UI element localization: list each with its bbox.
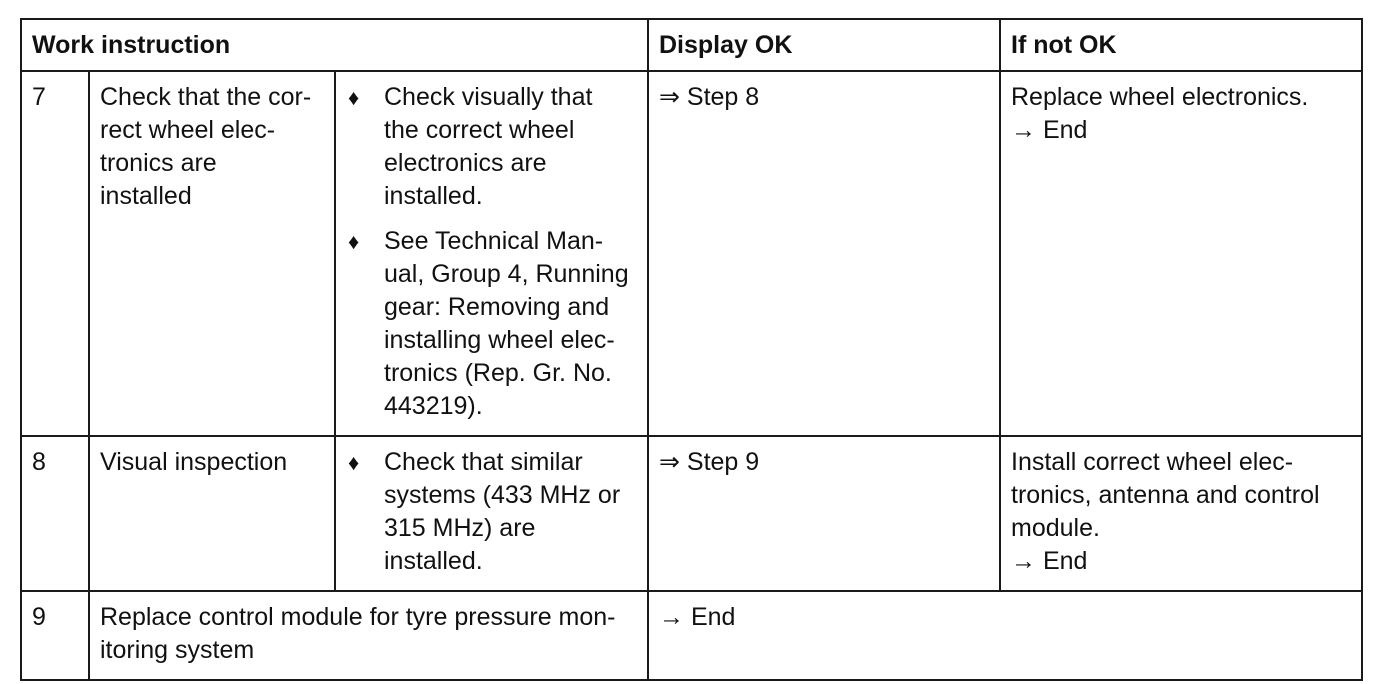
task-line: tronics are	[100, 149, 217, 177]
if-not-ok-line: Replace wheel electronics.	[1011, 83, 1309, 111]
task-line: Check that the cor-	[100, 83, 312, 111]
if-not-ok-line: → End	[1011, 547, 1088, 575]
table-header-row	[21, 19, 1362, 71]
display-ok-cell: ⇒ Step 8	[648, 71, 1000, 436]
step-number: 9	[21, 591, 89, 680]
table-row	[21, 71, 1362, 436]
if-not-ok-cell: Install correct wheel elec- tronics, antenna and control module. → End	[1000, 436, 1362, 591]
bullet-item: ♦ See Technical Man- ual, Group 4, Running gear: Removing and installing wheel elec- tronics (Rep. Gr. No. 443219).	[348, 227, 629, 420]
bullet-list	[346, 81, 637, 423]
work-instruction-table	[20, 18, 1363, 681]
header-work-instruction: Work instruction	[21, 19, 648, 71]
task-line: rect wheel elec-	[100, 116, 276, 144]
display-ok-cell: → End	[648, 591, 1362, 680]
if-not-ok-cell	[1000, 71, 1362, 436]
task-description: Replace control module for tyre pressure mon- itoring system	[89, 591, 648, 680]
if-not-ok-line: → End	[1011, 116, 1088, 144]
header-display-ok: Display OK	[648, 19, 1000, 71]
bullet-item: ♦ Check visually that the correct wheel electronics are installed.	[348, 83, 593, 210]
diamond-bullet-icon: ♦	[348, 229, 360, 254]
task-line: installed	[100, 182, 192, 210]
table-row	[21, 436, 1362, 591]
task-details	[335, 436, 648, 591]
display-ok-cell: ⇒ Step 9	[648, 436, 1000, 591]
task-description	[89, 71, 335, 436]
table-row	[21, 591, 1362, 680]
step-number: 7	[21, 71, 89, 436]
task-description: Visual inspection	[89, 436, 335, 591]
task-details	[335, 71, 648, 436]
diamond-bullet-icon: ♦	[348, 85, 360, 110]
header-if-not-ok: If not OK	[1000, 19, 1362, 71]
diamond-bullet-icon: ♦	[348, 450, 360, 475]
bullet-item: ♦ Check that similar systems (433 MHz or 315 MHz) are installed.	[348, 448, 621, 575]
step-number: 8	[21, 436, 89, 591]
bullet-list	[346, 446, 637, 578]
